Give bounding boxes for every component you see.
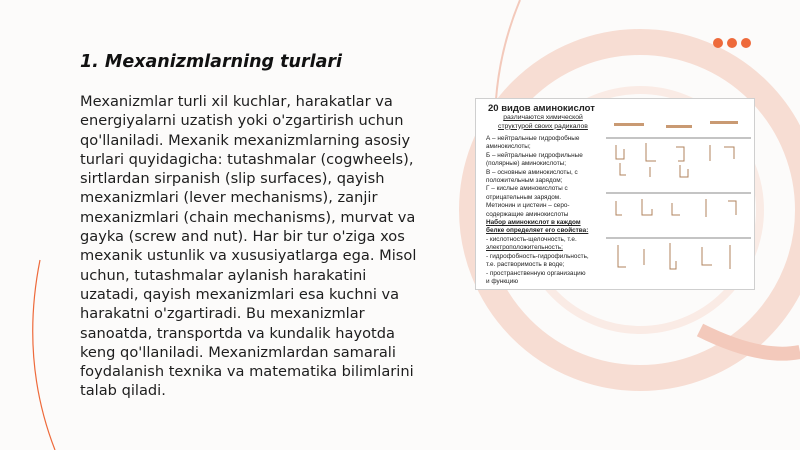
amino-acid-structures-sketch [606,103,751,285]
figure-line: (полярные) аминокислоты; [486,160,566,168]
figure-line: отрицательным зарядом. [486,193,561,201]
figure-subtitle: различаются химической структурой своих радикалов [498,114,588,130]
figure-line: аминокислоты; [486,143,531,151]
figure-line: - пространственную организацию [486,269,586,277]
dot-icon [727,38,737,48]
figure-text-list [486,135,604,286]
figure-line: Метионин и цистеин – серо- [486,202,570,210]
figure-line: т.е. растворимость в воде; [486,261,565,269]
figure-line: Г – кислые аминокислоты с [486,185,568,193]
figure-line: Набор аминокислот в каждом [486,219,581,227]
menu-dots [713,38,751,48]
figure-line: и функцию [486,277,519,285]
figure-title: 20 видов аминокислот [488,103,595,114]
figure-line: белке определяет его свойства: [486,227,589,235]
figure-line: положительным зарядом; [486,177,563,185]
figure-line: - кислотность-щелочность, т.е. [486,235,577,243]
figure-line: В – основные аминокислоты, с [486,168,578,176]
dot-icon [741,38,751,48]
figure-line: - гидрофобность-гидрофильность, [486,252,589,260]
amino-acids-figure [475,98,755,290]
figure-line: А – нейтральные гидрофобные [486,135,580,142]
figure-line: электроположительность; [486,244,563,252]
dot-icon [713,38,723,48]
slide-body-text: Mexanizmlar turli xil kuchlar, harakatlar va energiyalarni uzatish yoki o'zgartirish uchun qo'llaniladi. Mexanik mexanizmlarning asosiy turlari quyidagicha: tutashmalar (cogwheels), sirtlardan sirpanish (slip surfaces), qayish mexanizmlari (lever mechanisms), zanjir mexanizmlari (chain mechanisms), murvat va gayka (screw and nut). Har bir tur o'ziga xos mexanik ustunlik va xususiyatlarga ega. Misol uchun, tutashmalar aylanish harakatini uzatadi, qayish mexanizmlari esa kuchni va harakatni o'zgartiradi. Bu mexanizmlar sanoatda, transportda va kundalik hayotda keng qo'llaniladi. Mexanizmlardan samarali foydalanish texnika va matematika bilimlarini talab qiladi. [80,93,417,400]
slide-title: 1. Mexanizmlarning turlari [80,52,343,72]
figure-line: содержащие аминокислоты [486,210,569,218]
figure-line: Б – нейтральные гидрофильные [486,151,583,159]
